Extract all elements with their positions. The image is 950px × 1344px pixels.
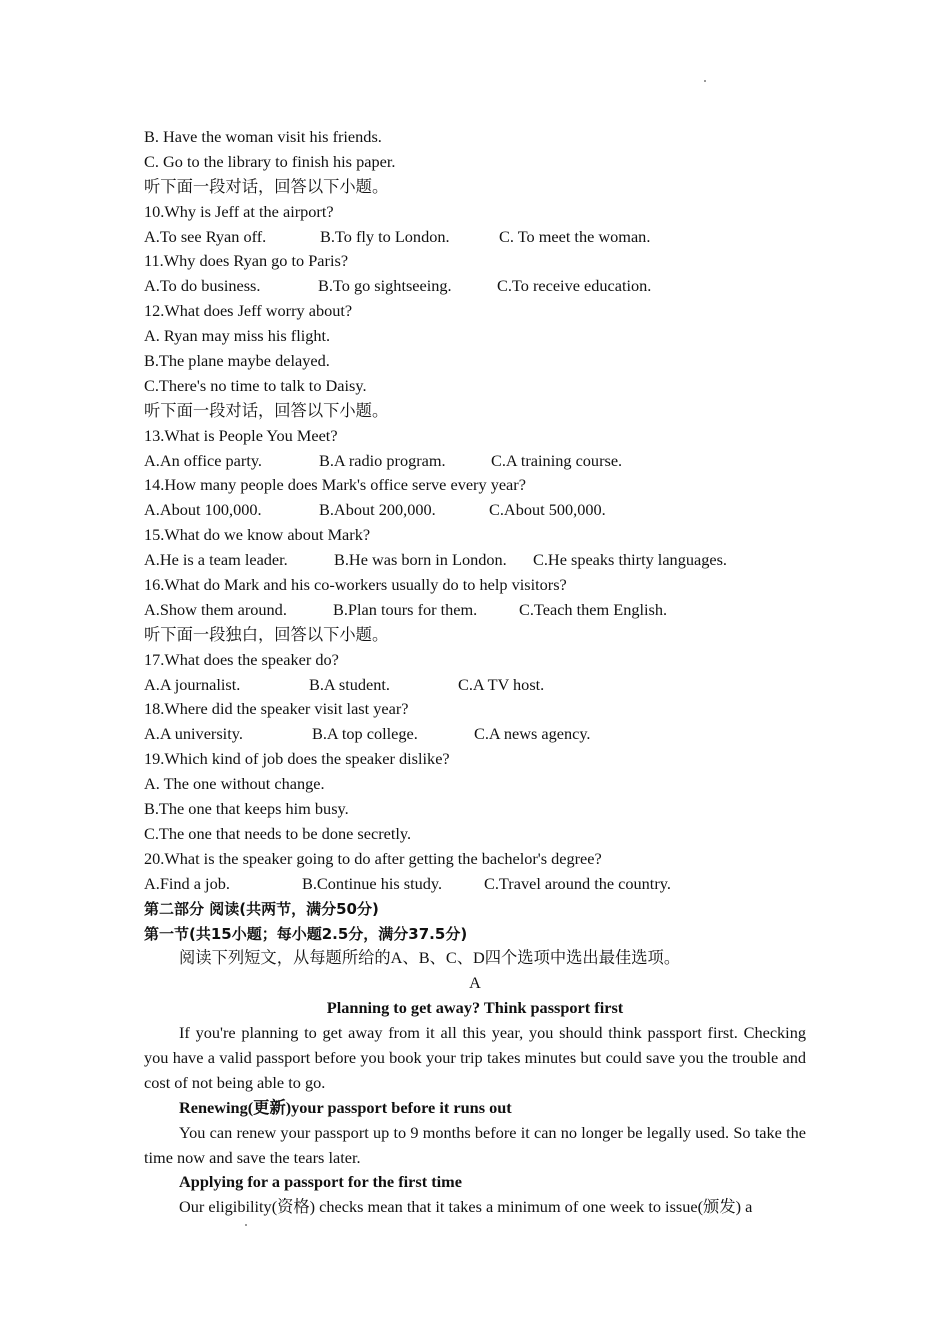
- option-a: A.An office party.: [144, 450, 262, 470]
- question-20-stem: 20.What is the speaker going to do after getting the bachelor's degree?: [144, 848, 602, 868]
- question-14-options: [144, 498, 806, 523]
- question-13-stem: 13.What is People You Meet?: [144, 425, 338, 445]
- scan-dot: [704, 80, 706, 82]
- option-b: B.Continue his study.: [302, 873, 443, 893]
- option-b: B.A student.: [309, 674, 390, 694]
- option-c: C. To meet the woman.: [499, 226, 651, 246]
- question-16-options: [144, 598, 806, 623]
- option-b: B.The plane maybe delayed.: [144, 351, 330, 371]
- option-c: C.Travel around the country.: [484, 873, 671, 893]
- question-20-options: [144, 872, 806, 897]
- option-a: A.He is a team leader.: [144, 550, 288, 570]
- question-15-options: [144, 548, 806, 573]
- option-a: A.A journalist.: [144, 674, 241, 694]
- option-b: B.To go sightseeing.: [318, 276, 452, 296]
- section-intro: 听下面一段独白，回答以下小题。: [144, 624, 389, 644]
- option-c: C.A TV host.: [458, 674, 545, 694]
- option-a: A.A university.: [144, 724, 243, 744]
- question-19-stem: 19.Which kind of job does the speaker dislike?: [144, 749, 450, 769]
- question-17-stem: 17.What does the speaker do?: [144, 649, 339, 669]
- option-b: B.About 200,000.: [319, 500, 436, 520]
- question-10-stem: 10.Why is Jeff at the airport?: [144, 201, 334, 221]
- part-heading: 第二部分 阅读(共两节，满分50分): [144, 899, 379, 918]
- option-b: B.A top college.: [312, 724, 418, 744]
- option-c: C.To receive education.: [497, 276, 652, 296]
- section-intro: 听下面一段对话，回答以下小题。: [144, 176, 389, 196]
- passage-paragraph: If you're planning to get away from it all this year, you should think passport first. Checking you have a valid passport before you book your trip takes minutes but could save you the trouble and cost of not being able to go.: [144, 1023, 806, 1092]
- question-12-stem: 12.What does Jeff worry about?: [144, 301, 353, 321]
- option-c: C.He speaks thirty languages.: [533, 550, 727, 570]
- option-b: B.To fly to London.: [320, 226, 450, 246]
- question-18-stem: 18.Where did the speaker visit last year?: [144, 699, 409, 719]
- option-c: C.Teach them English.: [519, 599, 668, 619]
- option-a: A.Find a job.: [144, 873, 230, 893]
- exam-page: [144, 125, 806, 1220]
- option-a: A.About 100,000.: [144, 500, 262, 520]
- section-intro: 听下面一段对话，回答以下小题。: [144, 400, 389, 420]
- q9-option-b: B. Have the woman visit his friends.: [144, 127, 382, 146]
- option-a: A.To do business.: [144, 276, 261, 296]
- passage-title: Planning to get away? Think passport first: [326, 998, 624, 1018]
- option-b: B.A radio program.: [319, 450, 446, 470]
- question-18-options: [144, 722, 806, 747]
- question-14-stem: 14.How many people does Mark's office serve every year?: [144, 475, 526, 495]
- option-b: B.He was born in London.: [334, 550, 507, 570]
- section-heading: 第一节(共15小题；每小题2.5分，满分37.5分): [144, 924, 468, 943]
- question-11-options: [144, 274, 806, 299]
- question-13-options: [144, 449, 806, 474]
- passage-subheading: Applying for a passport for the first time: [179, 1172, 462, 1192]
- scan-dot: [245, 1224, 247, 1226]
- passage-paragraph: You can renew your passport up to 9 months before it can no longer be legally used. So take the time now and save the tears later.: [144, 1122, 806, 1167]
- question-15-stem: 15.What do we know about Mark?: [144, 525, 371, 545]
- question-16-stem: 16.What do Mark and his co-workers usually do to help visitors?: [144, 575, 567, 595]
- reading-instruction: 阅读下列短文，从每题所给的A、B、C、D四个选项中选出最佳选项。: [179, 948, 681, 968]
- question-10-options: [144, 225, 806, 250]
- option-c: C.A news agency.: [474, 724, 591, 744]
- passage-letter: A: [469, 973, 481, 993]
- option-b: B.The one that keeps him busy.: [144, 799, 349, 819]
- option-c: C.There's no time to talk to Daisy.: [144, 375, 367, 395]
- q9-option-c: C. Go to the library to finish his paper.: [144, 151, 396, 171]
- option-b: B.Plan tours for them.: [333, 599, 478, 619]
- option-c: C.A training course.: [491, 450, 623, 470]
- option-a: A.Show them around.: [144, 599, 287, 619]
- option-a: A.To see Ryan off.: [144, 226, 267, 246]
- option-a: A. The one without change.: [144, 774, 325, 794]
- question-17-options: [144, 673, 806, 698]
- passage-subheading: Renewing(更新)your passport before it runs out: [179, 1097, 512, 1117]
- option-c: C.The one that needs to be done secretly.: [144, 823, 412, 843]
- passage-paragraph: Our eligibility(资格) checks mean that it takes a minimum of one week to issue(颁发) a: [179, 1197, 753, 1217]
- option-a: A. Ryan may miss his flight.: [144, 326, 331, 346]
- option-c: C.About 500,000.: [489, 500, 606, 520]
- question-11-stem: 11.Why does Ryan go to Paris?: [144, 251, 349, 271]
